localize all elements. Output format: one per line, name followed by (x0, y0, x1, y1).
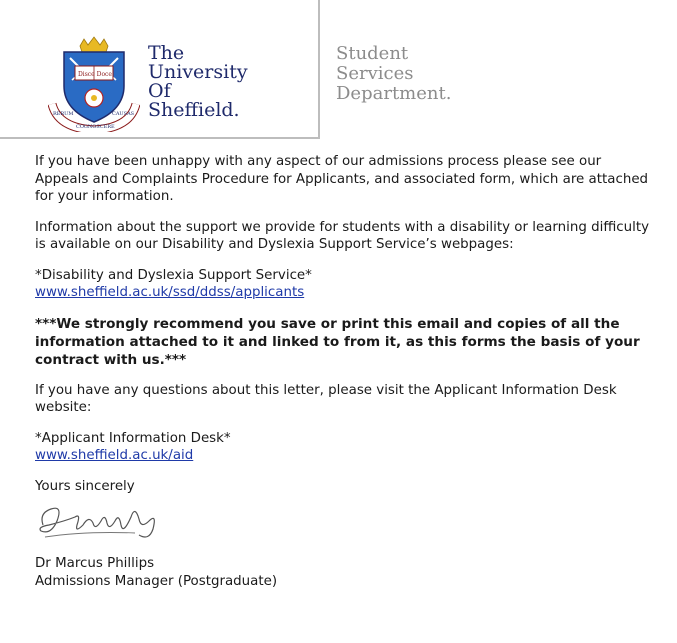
letter-body (35, 153, 655, 590)
department-line3: Department. (336, 83, 452, 104)
ddss-title: *Disability and Dyslexia Support Service* (35, 267, 312, 283)
handwritten-signature (35, 495, 165, 547)
department-name (336, 44, 451, 104)
university-crest-icon (48, 36, 140, 132)
crest-motto-left: RERUM (53, 111, 74, 117)
signature-block (35, 478, 655, 591)
university-name-line2: University (148, 61, 248, 83)
aid-title: *Applicant Information Desk* (35, 430, 231, 446)
university-name-line1: The (148, 42, 185, 64)
university-name-line3: Of (148, 80, 171, 102)
questions-paragraph: If you have any questions about this letter, please visit the Applicant Information Desk website: (35, 382, 617, 415)
ddss-block (35, 267, 655, 302)
crest-motto-right: CAUSAS (112, 111, 135, 117)
closing-text: Yours sincerely (35, 478, 135, 494)
crest-book-text: Disce Doce (78, 71, 112, 78)
ddss-link[interactable]: www.sheffield.ac.uk/ssd/ddss/applicants (35, 285, 305, 300)
university-name (148, 44, 248, 120)
university-logo-block (0, 0, 320, 139)
signer-name: Dr Marcus Phillips (35, 556, 155, 571)
university-name-line4: Sheffield. (148, 99, 240, 121)
aid-link[interactable]: www.sheffield.ac.uk/aid (35, 448, 194, 463)
crest-motto-center: COGNOSCERE (76, 124, 115, 130)
department-line1: Student (336, 43, 409, 64)
department-line2: Services (336, 63, 414, 84)
aid-block (35, 430, 655, 465)
disability-paragraph: Information about the support we provide for students with a disability or learning difficulty is available on our Disability and Dyslexia Support Service’s webpages: (35, 219, 650, 252)
signer-title: Admissions Manager (Postgraduate) (35, 573, 278, 589)
appeals-paragraph: If you have been unhappy with any aspect of our admissions process please see our Appeals and Complaints Procedure for Applicants, and associated form, which are attached for your information. (35, 154, 649, 204)
contract-notice: ***We strongly recommend you save or print this email and copies of all the information attached to it and linked to from it, as this forms the basis of your contract with us.*** (35, 315, 640, 368)
letterhead (0, 0, 677, 140)
